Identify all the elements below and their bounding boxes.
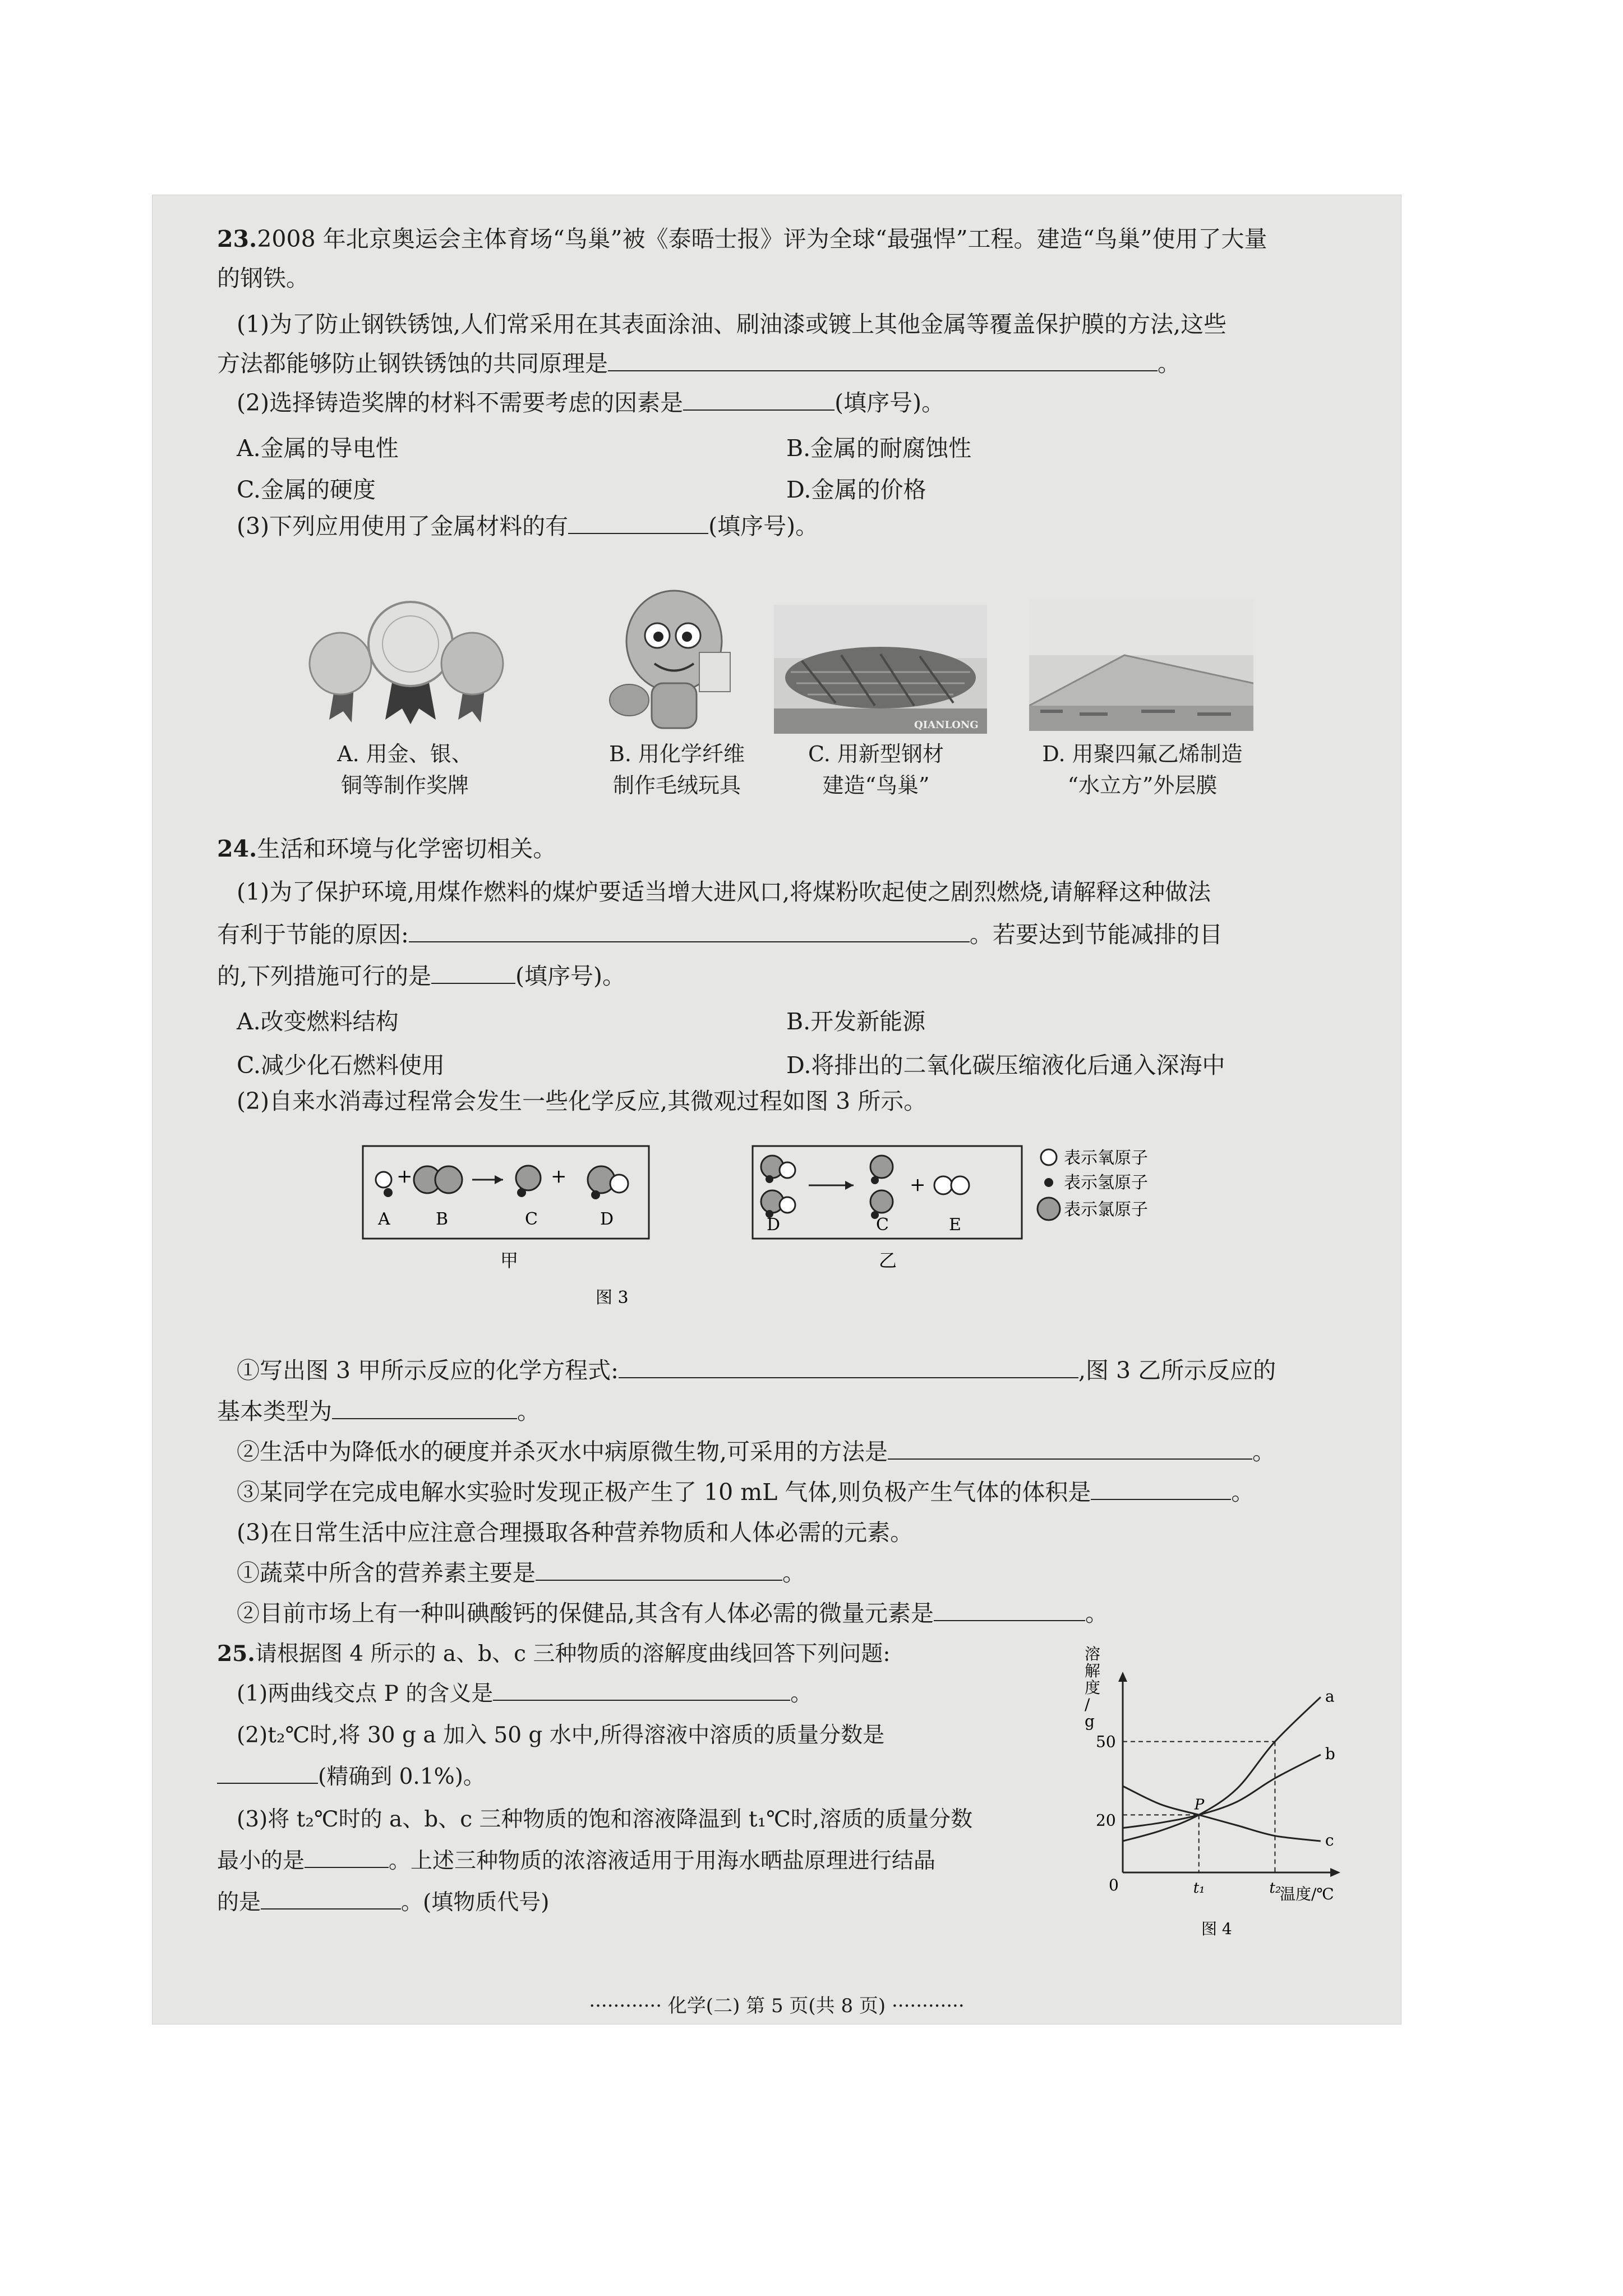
chart-y-axis-label [1085,1645,1100,1731]
q23-part3-text: (3)下列应用使用了金属材料的有 [237,513,569,540]
q23-option-a: A.金属的导电性 [237,435,399,462]
x-tick-0: t₁ [1193,1880,1205,1897]
chart-y-label-char: 解 [1085,1662,1101,1680]
q23-part1-text: 方法都能够防止钢铁锈蚀的共同原理是 [217,350,608,377]
fig3-label-b: B [436,1209,449,1229]
q25-part2-line2 [217,1760,485,1794]
q24-part1-end: (填序号)。 [515,963,626,990]
q23-part2-end: (填序号)。 [834,389,945,416]
q24-option-d: D.将排出的二氧化碳压缩液化后通入深海中 [786,1052,1225,1079]
svg-text:+: + [910,1174,926,1196]
legend-chlorine: 表示氯原子 [1064,1200,1148,1220]
water-cube-image [1029,599,1253,731]
q23-number: 23. [217,226,257,252]
chart-origin-label: 0 [1109,1876,1119,1894]
fig3-label-c: C [525,1209,538,1229]
fig3-jia-label: 甲 [500,1250,519,1271]
q23-part3-end: (填序号)。 [708,513,819,540]
legend-oxygen: 表示氧原子 [1064,1148,1148,1168]
caption-a-line1: A. 用金、银、 [337,742,473,766]
q24-sub1-end: 。 [517,1398,540,1425]
q24-sub1-line1 [237,1354,1276,1387]
q25-part2-answer-blank[interactable] [217,1764,318,1784]
fig3-yi-label: 乙 [879,1250,897,1271]
q24-part2: (2)自来水消毒过程常会发生一些化学反应,其微观过程如图 3 所示。 [237,1088,927,1115]
y-tick-50: 50 [1096,1732,1116,1751]
caption-c [786,738,966,801]
q24-part1-line2 [217,918,1223,951]
q24-sub4 [237,1556,805,1590]
q25-number: 25. [217,1641,255,1667]
curve-label-c: c [1325,1831,1334,1849]
curve-b [1123,1755,1321,1828]
q24-sub3-text: ③某同学在完成电解水实验时发现正极产生了 10 mL 气体,则负极产生气体的体积是 [237,1479,1091,1506]
q24-sub5-answer-blank[interactable] [934,1601,1085,1621]
q23-part2-answer-blank[interactable] [683,390,834,411]
q24-sub4-text: ①蔬菜中所含的营养素主要是 [237,1559,536,1586]
q24-sub3-answer-blank[interactable] [1091,1480,1231,1500]
q24-part1-line3 [217,959,625,993]
solubility-chart [1072,1637,1386,1940]
q24-part1-answer-blank[interactable] [409,922,970,942]
y-tick-20: 20 [1096,1811,1116,1830]
q25-part1-answer-blank[interactable] [493,1681,790,1701]
q25-part3-line1: (3)将 t₂℃时的 a、b、c 三种物质的饱和溶液降温到 t₁℃时,溶质的质量分数 [237,1807,973,1832]
fig3-label-d: D [600,1209,614,1229]
q24-sub5 [237,1596,1108,1630]
q25-part3-cryst-text: 的是 [217,1890,261,1915]
caption-d-line1: D. 用聚四氟乙烯制造 [1042,742,1243,766]
caption-b-line1: B. 用化学纤维 [608,742,745,766]
q23-option-d: D.金属的价格 [786,476,926,503]
caption-a-line2: 铜等制作奖牌 [340,773,469,798]
q24-sub1-type-text: 基本类型为 [217,1398,332,1425]
caption-a [315,738,495,801]
q24-stem [217,832,556,866]
point-p-label: P [1194,1796,1205,1814]
q23-option-c: C.金属的硬度 [237,476,376,503]
q24-sub2 [237,1435,1275,1469]
caption-b [587,738,767,801]
plush-toy-image [596,579,758,731]
fig3-label-yi-d: D [767,1215,781,1235]
q25-part3-cont: 。上述三种物质的浓溶液适用于用海水晒盐原理进行结晶 [389,1848,936,1874]
q23-stem-line1 [217,222,1267,256]
q23-part1-end: 。 [1158,350,1181,377]
q24-sub3-end: 。 [1231,1479,1255,1506]
q24-option-c: C.减少化石燃料使用 [237,1052,445,1079]
x-tick-1: t₂ [1269,1880,1281,1897]
q23-part3 [237,509,818,543]
q24-option-a: A.改变燃料结构 [237,1008,399,1035]
q25-part3-line2 [217,1844,935,1878]
q24-part1-question: 的,下列措施可行的是 [217,963,432,990]
chart-y-label-char: 溶 [1085,1645,1101,1663]
caption-c-line2: 建造“鸟巢” [822,773,930,798]
chart-y-label-char: / [1085,1695,1090,1714]
q24-part1-text: 有利于节能的原因: [217,921,409,948]
q24-option-b: B.开发新能源 [786,1008,926,1035]
q24-sub5-text: ②目前市场上有一种叫碘酸钙的保健品,其含有人体必需的微量元素是 [237,1600,934,1627]
q23-stem-line2: 的钢铁。 [217,265,309,292]
q23-stem-text: 2008 年北京奥运会主体育场“鸟巢”被《泰晤士报》评为全球“最强悍”工程。建造“鸟巢”使用了大量 [257,226,1267,252]
caption-d [1025,738,1260,801]
q24-part3: (3)在日常生活中应注意合理摄取各种营养物质和人体必需的元素。 [237,1519,914,1546]
q24-sub1-text: ①写出图 3 甲所示反应的化学方程式: [237,1357,619,1384]
chart-y-label-char: 度 [1085,1678,1101,1697]
chart-caption: 图 4 [1201,1920,1232,1938]
page-footer: ············ 化学(二) 第 5 页(共 8 页) ············ [589,1995,965,2017]
q24-sub1-line2 [217,1395,540,1428]
q24-sub3 [237,1475,1254,1509]
q25-part3-end: 。(填物质代号) [401,1890,550,1915]
figure-3 [360,1143,1201,1312]
chart-x-axis-label: 温度/℃ [1280,1885,1334,1903]
q25-part3-smallest-blank[interactable] [305,1848,389,1868]
q23-option-b: B.金属的耐腐蚀性 [786,435,972,462]
figure-3-caption: 图 3 [596,1288,629,1308]
q23-part1-line2 [217,347,1181,380]
chart-y-label-char: g [1085,1712,1095,1731]
svg-text:+: + [396,1165,413,1188]
fig3-label-a: A [378,1209,390,1229]
q25-part1 [237,1677,812,1711]
q25-part3-crystallize-blank[interactable] [261,1889,401,1910]
q25-part1-text: (1)两曲线交点 P 的含义是 [237,1681,494,1706]
curve-label-b: b [1325,1745,1335,1763]
q23-part2-text: (2)选择铸造奖牌的材料不需要考虑的因素是 [237,389,684,416]
q24-number: 24. [217,835,257,862]
q25-part1-end: 。 [790,1681,813,1706]
q25-stem [217,1637,890,1671]
q24-sub4-answer-blank[interactable] [536,1561,782,1581]
q23-part2 [237,386,944,420]
q25-part3-line3 [217,1886,549,1920]
svg-text:+: + [551,1165,567,1188]
birds-nest-image [774,605,987,734]
q25-part2-end: (精确到 0.1%)。 [318,1764,485,1789]
q24-sub4-end: 。 [782,1559,805,1586]
q25-stem-text: 请根据图 4 所示的 a、b、c 三种物质的溶解度曲线回答下列问题: [255,1641,891,1667]
q24-reaction-type-blank[interactable] [332,1399,517,1419]
fig3-label-yi-e: E [949,1215,961,1235]
q24-sub1-cont: ,图 3 乙所示反应的 [1078,1357,1276,1384]
q25-part3-text: 最小的是 [217,1848,305,1874]
q25-part2-line1: (2)t₂℃时,将 30 g a 加入 50 g 水中,所得溶液中溶质的质量分数是 [237,1723,885,1748]
q23-part1-answer-blank[interactable] [608,351,1158,371]
q24-sub2-text: ②生活中为降低水的硬度并杀灭水中病原微生物,可采用的方法是 [237,1438,888,1465]
q24-sub2-answer-blank[interactable] [888,1439,1252,1460]
medals-image [298,591,511,725]
photo-watermark: QIANLONG [914,719,979,731]
q24-part1-cont: 。若要达到节能减排的目 [969,921,1223,948]
q24-part1-line1: (1)为了保护环境,用煤作燃料的煤炉要适当增大进风口,将煤粉吹起使之剧烈燃烧,请解释这种做法 [237,878,1211,905]
caption-c-line1: C. 用新型钢材 [808,742,944,766]
q24-stem-text: 生活和环境与化学密切相关。 [257,835,556,862]
caption-d-line2: “水立方”外层膜 [1067,773,1218,798]
legend-hydrogen: 表示氢原子 [1064,1173,1148,1193]
q23-part1-line1: (1)为了防止钢铁锈蚀,人们常采用在其表面涂油、刷油漆或镀上其他金属等覆盖保护膜的方法,这些 [237,311,1227,338]
caption-b-line2: 制作毛绒玩具 [612,773,741,798]
q24-sub5-end: 。 [1085,1600,1109,1627]
curve-label-a: a [1325,1687,1335,1706]
fig3-label-yi-c: C [876,1215,889,1235]
q24-sub2-end: 。 [1252,1438,1276,1465]
q24-equation-blank[interactable] [619,1358,1078,1378]
exam-page [153,195,1401,2024]
q24-part1-choice-blank[interactable] [431,964,515,984]
q23-part3-answer-blank[interactable] [568,514,708,534]
